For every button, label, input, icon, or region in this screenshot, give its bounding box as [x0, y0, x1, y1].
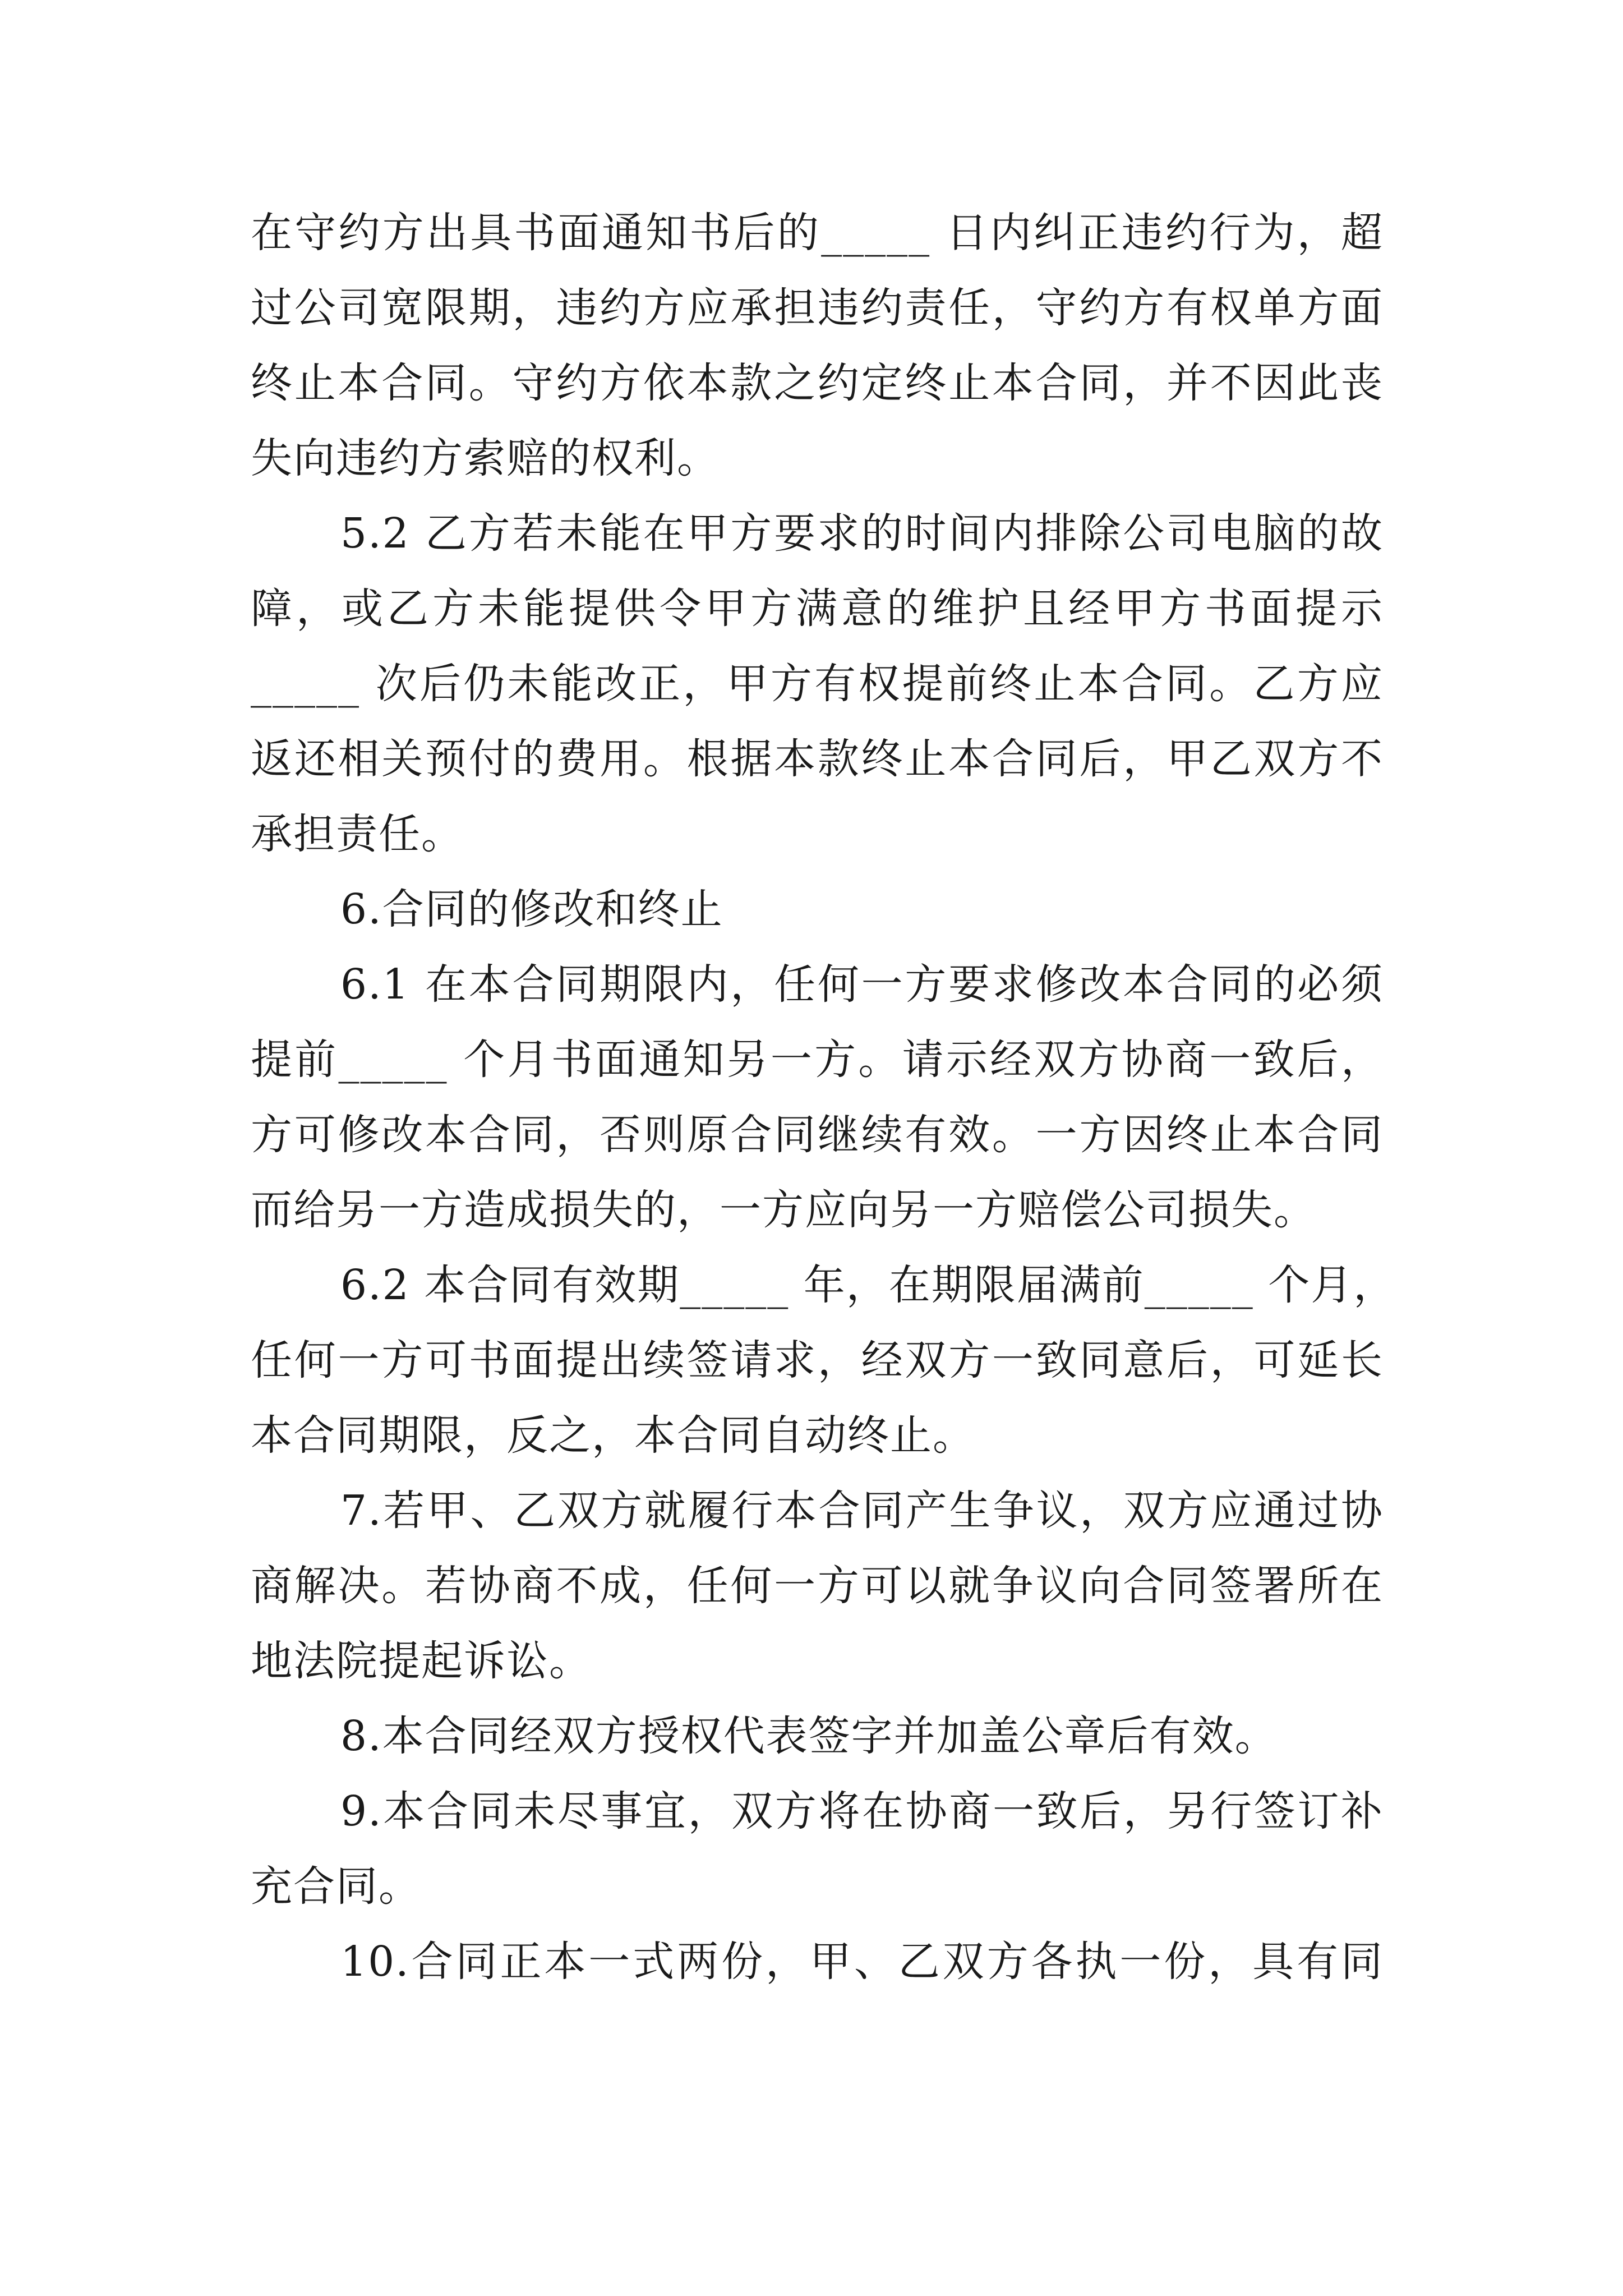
text-line: 10.合同正本一式两份，甲、乙双方各执一份，具有同: [340, 1938, 1384, 1986]
text-line: 障，或乙方未能提供令甲方满意的维护且经甲方书面提示: [251, 585, 1384, 633]
section-heading: 6.合同的修改和终止: [340, 885, 723, 933]
text-line: 地法院提起诉讼。: [251, 1637, 592, 1685]
text-line: 而给另一方造成损失的，一方应向另一方赔偿公司损失。: [251, 1186, 1316, 1234]
text-line: 8.本合同经双方授权代表签字并加盖公章后有效。: [340, 1712, 1278, 1760]
text-line: 9.本合同未尽事宜，双方将在协商一致后，另行签订补: [340, 1787, 1384, 1835]
text-line: 承担责任。: [251, 810, 464, 858]
text-line: 商解决。若协商不成，任何一方可以就争议向合同签署所在: [251, 1562, 1384, 1610]
text-line: 返还相关预付的费用。根据本款终止本合同后，甲乙双方不: [251, 735, 1384, 783]
text-line: _____ 次后仍未能改正，甲方有权提前终止本合同。乙方应: [251, 660, 1384, 708]
text-line: 在守约方出具书面通知书后的_____ 日内纠正违约行为，超: [251, 209, 1384, 257]
text-line: 本合同期限，反之，本合同自动终止。: [251, 1411, 975, 1460]
text-line: 7.若甲、乙双方就履行本合同产生争议，双方应通过协: [340, 1487, 1384, 1535]
text-line: 提前_____ 个月书面通知另一方。请示经双方协商一致后，: [251, 1036, 1384, 1084]
text-line: 5.2 乙方若未能在甲方要求的时间内排除公司电脑的故: [340, 509, 1384, 558]
text-line: 任何一方可书面提出续签请求，经双方一致同意后，可延长: [251, 1336, 1384, 1384]
text-line: 失向违约方索赔的权利。: [251, 434, 720, 482]
text-line: 6.1 在本合同期限内，任何一方要求修改本合同的必须: [340, 960, 1384, 1009]
text-line: 充合同。: [251, 1862, 421, 1911]
text-line: 6.2 本合同有效期_____ 年，在期限届满前_____ 个月，: [340, 1261, 1396, 1309]
text-line: 方可修改本合同，否则原合同继续有效。一方因终止本合同: [251, 1111, 1384, 1159]
text-line: 过公司宽限期，违约方应承担违约责任，守约方有权单方面: [251, 284, 1384, 332]
text-line: 终止本合同。守约方依本款之约定终止本合同，并不因此丧: [251, 359, 1384, 407]
